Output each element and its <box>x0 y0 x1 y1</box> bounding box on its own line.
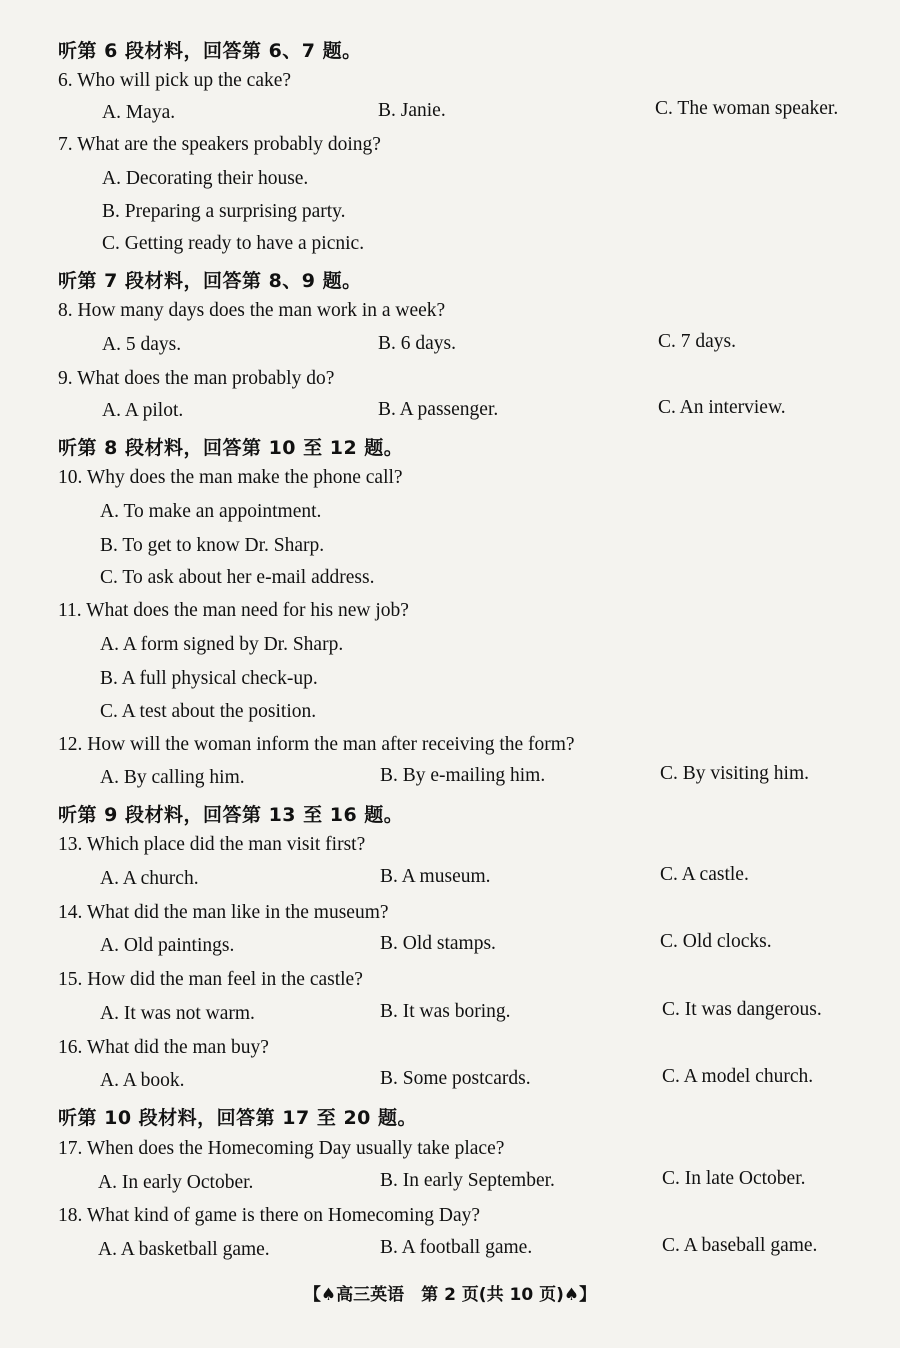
option-a: A. 5 days. <box>102 334 182 355</box>
option-c: C. In late October. <box>662 1168 806 1189</box>
option-c: C. A castle. <box>660 864 749 885</box>
option-c: C. Getting ready to have a picnic. <box>102 233 365 254</box>
option-c: C. By visiting him. <box>660 763 809 784</box>
option-b: B. Some postcards. <box>380 1068 531 1089</box>
option-a: A. A church. <box>100 868 199 889</box>
option-c: C. A model church. <box>662 1066 814 1087</box>
option-b: B. Janie. <box>378 100 446 121</box>
option-c: C. A baseball game. <box>662 1235 818 1256</box>
option-a: A. By calling him. <box>100 767 245 788</box>
question-stem: 15. How did the man feel in the castle? <box>58 969 363 990</box>
option-a: A. A form signed by Dr. Sharp. <box>100 634 344 655</box>
option-b: B. In early September. <box>380 1170 555 1191</box>
option-a: A. A book. <box>100 1070 185 1091</box>
option-b: B. A full physical check-up. <box>100 668 318 689</box>
option-b: B. 6 days. <box>378 333 456 354</box>
question-stem: 6. Who will pick up the cake? <box>58 70 292 91</box>
section-heading: 听第 10 段材料，回答第 17 至 20 题。 <box>58 1107 418 1129</box>
option-a: A. A pilot. <box>102 400 184 421</box>
option-b: B. Preparing a surprising party. <box>102 201 346 222</box>
option-c: C. Old clocks. <box>660 931 772 952</box>
option-c: C. To ask about her e-mail address. <box>100 567 375 588</box>
option-c: C. 7 days. <box>658 331 736 352</box>
section-heading: 听第 8 段材料，回答第 10 至 12 题。 <box>58 437 404 459</box>
section-heading: 听第 9 段材料，回答第 13 至 16 题。 <box>58 804 404 826</box>
option-a: A. Decorating their house. <box>102 168 309 189</box>
question-stem: 12. How will the woman inform the man after receiving the form? <box>58 734 575 755</box>
option-c: C. An interview. <box>658 397 786 418</box>
option-b: B. Old stamps. <box>380 933 496 954</box>
option-b: B. By e-mailing him. <box>380 765 546 786</box>
question-stem: 7. What are the speakers probably doing? <box>58 134 381 155</box>
option-c: C. A test about the position. <box>100 701 317 722</box>
option-a: A. Old paintings. <box>100 935 235 956</box>
question-stem: 10. Why does the man make the phone call? <box>58 467 403 488</box>
option-a: A. Maya. <box>102 102 176 123</box>
option-a: A. It was not warm. <box>100 1003 255 1024</box>
option-b: B. To get to know Dr. Sharp. <box>100 535 325 556</box>
question-stem: 18. What kind of game is there on Homecoming Day? <box>58 1205 481 1226</box>
question-stem: 9. What does the man probably do? <box>58 368 335 389</box>
section-heading: 听第 6 段材料，回答第 6、7 题。 <box>58 40 362 62</box>
option-b: B. A museum. <box>380 866 491 887</box>
question-stem: 17. When does the Homecoming Day usually take place? <box>58 1138 505 1159</box>
question-stem: 8. How many days does the man work in a week? <box>58 300 446 321</box>
option-b: B. It was boring. <box>380 1001 511 1022</box>
question-stem: 14. What did the man like in the museum? <box>58 902 389 923</box>
option-c: C. It was dangerous. <box>662 999 822 1020</box>
option-b: B. A football game. <box>380 1237 533 1258</box>
option-b: B. A passenger. <box>378 399 499 420</box>
option-a: A. A basketball game. <box>98 1239 270 1260</box>
section-heading: 听第 7 段材料，回答第 8、9 题。 <box>58 270 362 292</box>
question-stem: 13. Which place did the man visit first? <box>58 834 366 855</box>
question-stem: 11. What does the man need for his new job? <box>58 600 409 621</box>
option-a: A. To make an appointment. <box>100 501 322 522</box>
option-c: C. The woman speaker. <box>655 98 839 119</box>
question-stem: 16. What did the man buy? <box>58 1037 269 1058</box>
page-footer: 【♠高三英语 第 2 页(共 10 页)♠】 <box>303 1285 597 1305</box>
option-a: A. In early October. <box>98 1172 254 1193</box>
